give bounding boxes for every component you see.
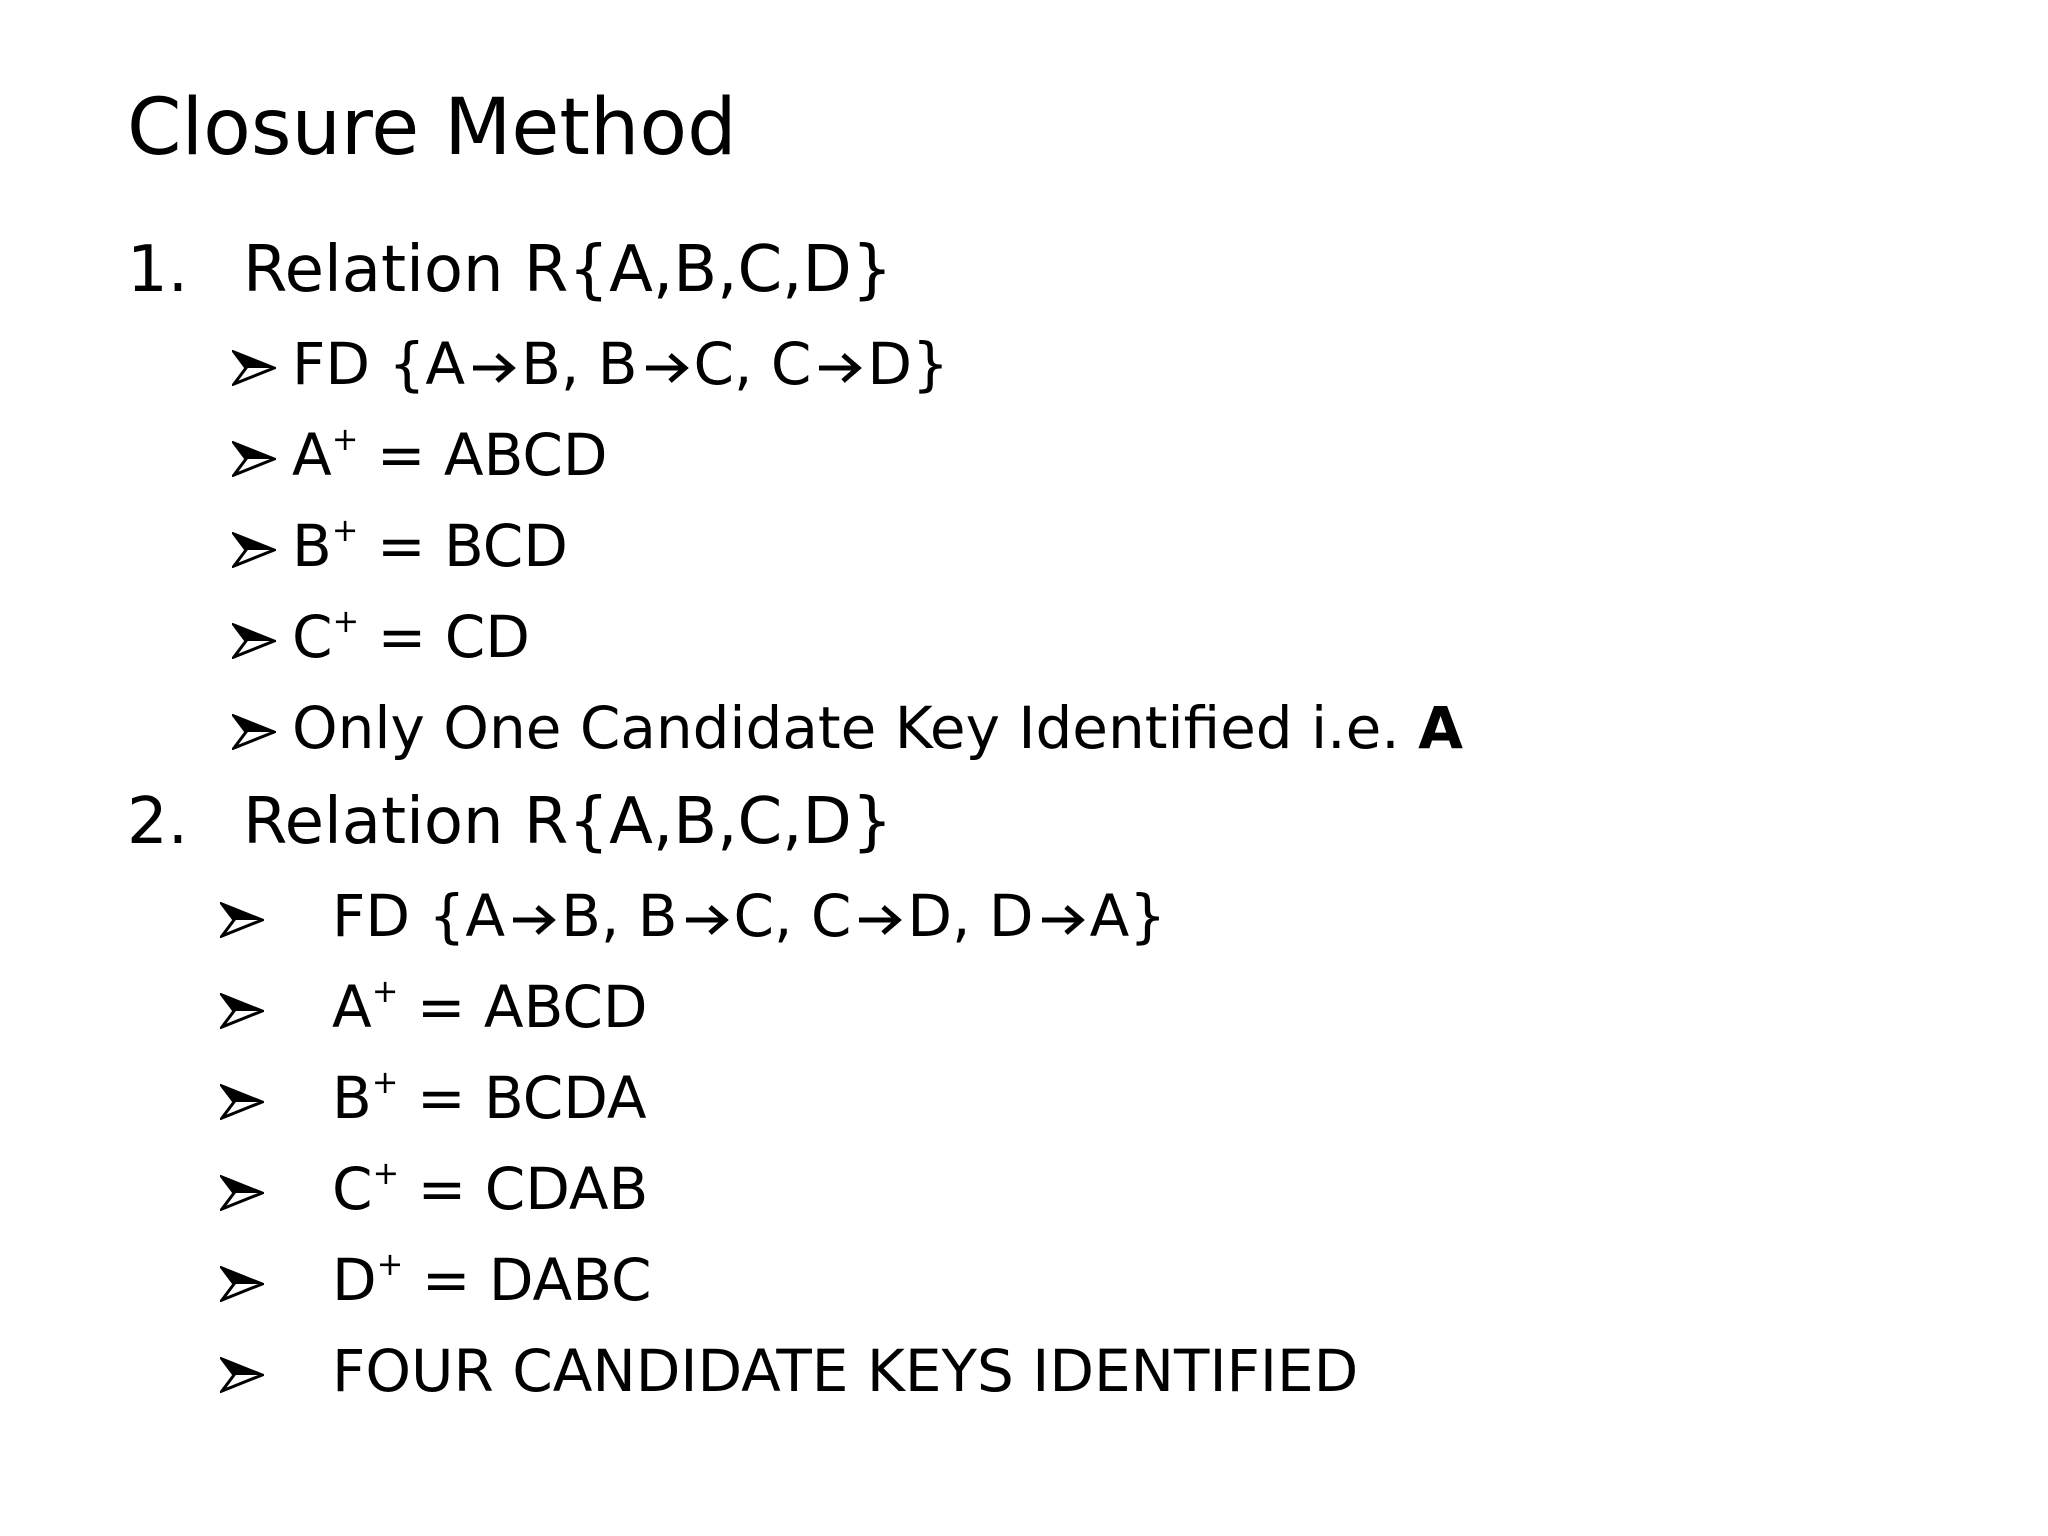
- closure-attr: B: [292, 512, 332, 580]
- section-2-number: 2.: [127, 785, 189, 859]
- arrow-bullet-icon: [232, 714, 276, 750]
- closure-attr: A: [292, 421, 332, 489]
- closure-sup: +: [376, 1244, 404, 1283]
- section-2-fd-text: [332, 876, 1166, 956]
- fd-part: C, C: [693, 330, 812, 398]
- fd-prefix: FD {: [332, 882, 466, 950]
- closure-value: = BCDA: [398, 1064, 647, 1132]
- right-arrow-icon: [467, 350, 519, 386]
- closure-value: = DABC: [403, 1246, 652, 1314]
- section-1-heading-line: [127, 228, 1027, 312]
- right-arrow-icon: [1036, 902, 1088, 938]
- section-1-heading: Relation R{A,B,C,D}: [243, 233, 893, 307]
- closure-value: = ABCD: [398, 973, 648, 1041]
- section-1-closure-c: [232, 597, 1132, 677]
- section-1-fd-item: [232, 324, 1132, 404]
- section-2-closure-d: [220, 1240, 1120, 1320]
- closure-sup: +: [331, 419, 359, 458]
- right-arrow-icon: [813, 350, 865, 386]
- right-arrow-icon: [853, 902, 905, 938]
- arrow-bullet-icon: [232, 441, 276, 477]
- fd-prefix: FD {: [292, 330, 426, 398]
- right-arrow-icon: [507, 902, 559, 938]
- arrow-bullet-icon: [220, 902, 264, 938]
- closure-attr: A: [332, 973, 372, 1041]
- section-2-closure-c: [220, 1149, 1120, 1229]
- closure-value: = CD: [359, 603, 530, 671]
- closure-text: [332, 967, 648, 1047]
- section-2-closure-a: [220, 967, 1120, 1047]
- fd-part: B, B: [521, 330, 638, 398]
- closure-sup: +: [371, 1062, 399, 1101]
- section-1-fd-text: [292, 324, 949, 404]
- right-arrow-icon: [640, 350, 692, 386]
- fd-part: C, C: [733, 882, 852, 950]
- closure-sup: +: [372, 1153, 400, 1192]
- closure-value: = CDAB: [399, 1155, 649, 1223]
- arrow-bullet-icon: [220, 1084, 264, 1120]
- closure-attr: B: [332, 1064, 372, 1132]
- section-1-closure-a: [232, 415, 1132, 495]
- section-2-conclusion: [220, 1331, 1520, 1411]
- arrow-bullet-icon: [232, 623, 276, 659]
- closure-text: [332, 1058, 647, 1138]
- closure-sup: +: [331, 510, 359, 549]
- section-2-heading: Relation R{A,B,C,D}: [243, 785, 893, 859]
- arrow-bullet-icon: [232, 350, 276, 386]
- closure-text: [332, 1149, 648, 1229]
- arrow-bullet-icon: [220, 1175, 264, 1211]
- closure-attr: C: [332, 1155, 373, 1223]
- section-1-closure-b: [232, 506, 1132, 586]
- slide-title: Closure Method: [127, 83, 737, 173]
- section-1-conclusion: [232, 688, 1532, 768]
- closure-value: = BCD: [358, 512, 568, 580]
- section-2-fd-item: [220, 876, 1420, 956]
- right-arrow-icon: [680, 902, 732, 938]
- arrow-bullet-icon: [220, 993, 264, 1029]
- arrow-bullet-icon: [220, 1357, 264, 1393]
- fd-part: A}: [1089, 882, 1167, 950]
- closure-text: [292, 415, 608, 495]
- closure-sup: +: [371, 971, 399, 1010]
- conclusion-key: A: [1418, 694, 1464, 762]
- section-2-closure-b: [220, 1058, 1120, 1138]
- closure-text: [292, 597, 530, 677]
- fd-part: A: [425, 330, 466, 398]
- closure-text: [332, 1240, 651, 1320]
- conclusion-text: [292, 688, 1463, 768]
- fd-part: A: [465, 882, 506, 950]
- conclusion-text: FOUR CANDIDATE KEYS IDENTIFIED: [332, 1337, 1359, 1405]
- fd-part: B, B: [561, 882, 678, 950]
- section-2-heading-line: [127, 780, 1027, 864]
- closure-text: [292, 506, 568, 586]
- closure-value: = ABCD: [358, 421, 608, 489]
- fd-part: D, D: [907, 882, 1034, 950]
- closure-attr: D: [332, 1246, 377, 1314]
- fd-part: D}: [867, 330, 949, 398]
- closure-attr: C: [292, 603, 333, 671]
- conclusion-plain: Only One Candidate Key Identified i.e.: [292, 694, 1419, 762]
- arrow-bullet-icon: [220, 1266, 264, 1302]
- arrow-bullet-icon: [232, 532, 276, 568]
- closure-sup: +: [332, 601, 360, 640]
- section-1-number: 1.: [127, 233, 189, 307]
